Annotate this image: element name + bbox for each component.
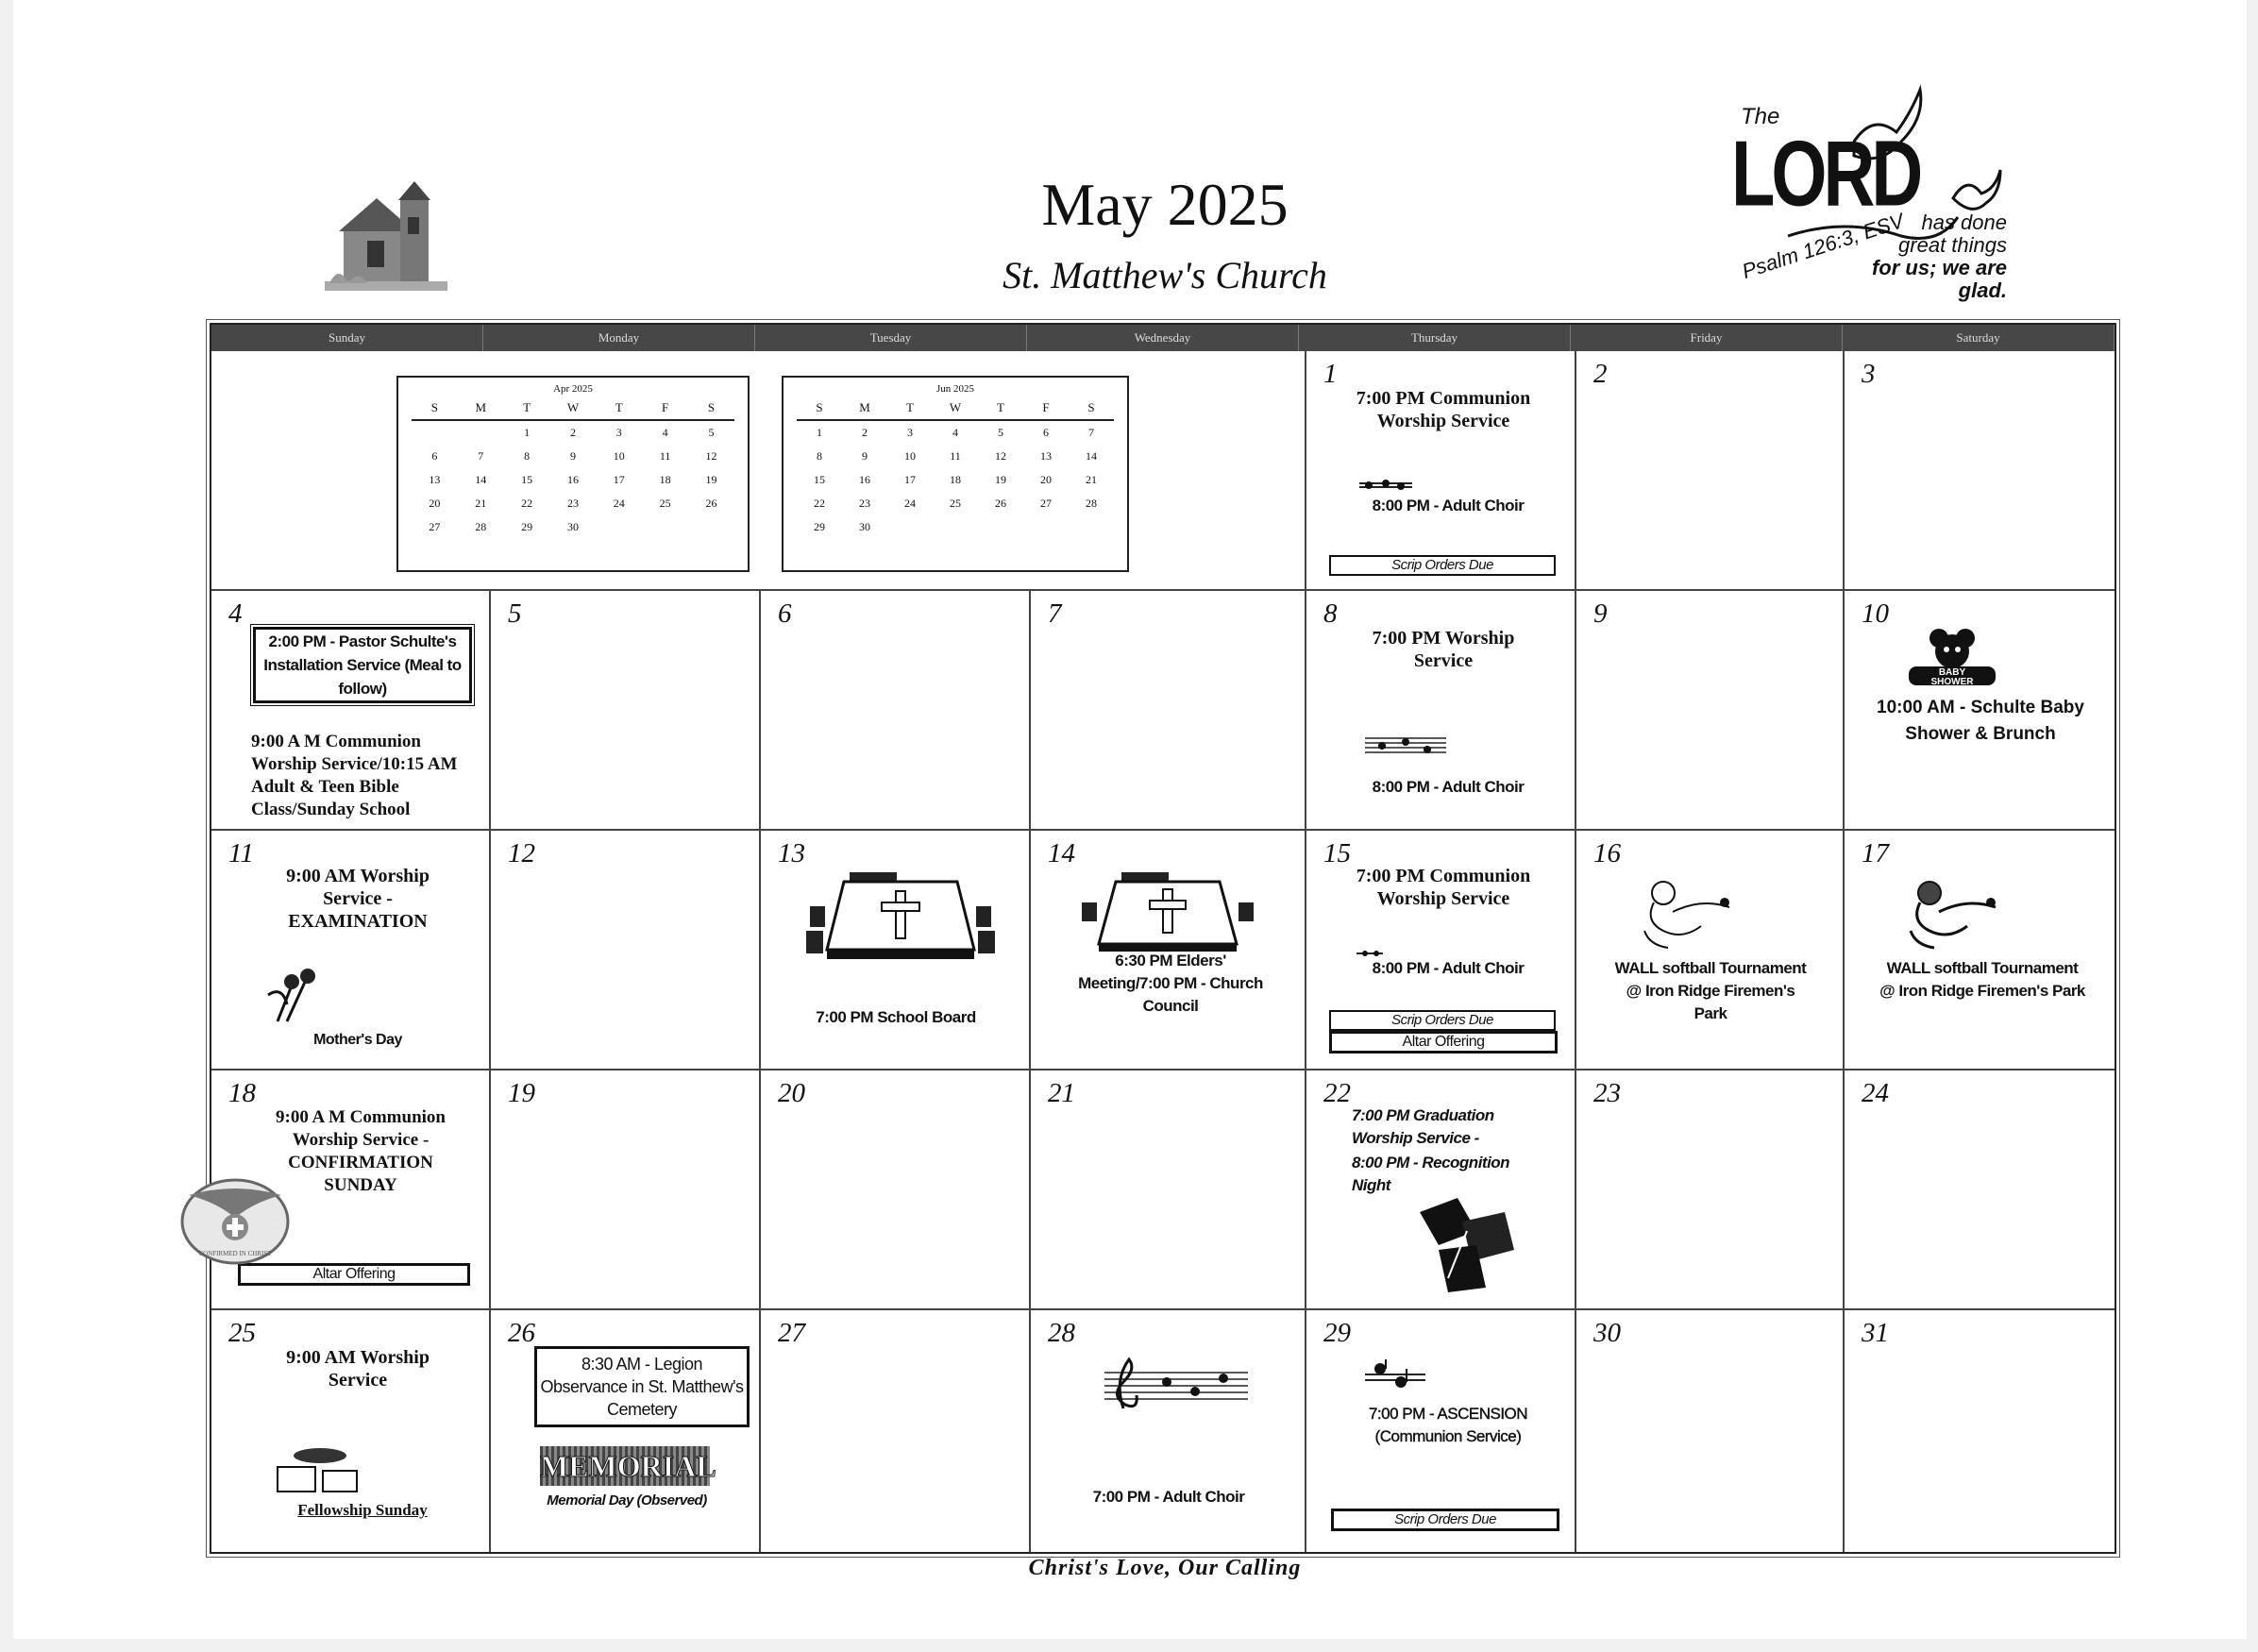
baby-shower-badge: BABY SHOWER <box>1930 667 1974 687</box>
mini-day: 1 <box>817 426 822 439</box>
mini-june-table <box>797 400 1114 539</box>
mini-day: 18 <box>950 473 961 486</box>
music-notes-icon <box>1357 474 1414 493</box>
event-graduation: 7:00 PM Graduation Worship Service - <box>1352 1106 1494 1147</box>
event-fellowship-sunday: Fellowship Sunday <box>297 1501 428 1519</box>
mini-day: 6 <box>1043 426 1049 439</box>
day-cell-22[interactable] <box>1306 1070 1576 1310</box>
day-cell-2[interactable] <box>1576 351 1845 591</box>
scrip-orders-box: Scrip Orders Due <box>1329 555 1556 576</box>
mini-day: 10 <box>904 449 916 463</box>
event-memorial-day: Memorial Day (Observed) <box>547 1492 707 1509</box>
day-cell-1[interactable] <box>1306 351 1576 591</box>
mini-day: 16 <box>859 473 870 486</box>
softball-player-icon <box>1626 874 1739 950</box>
event-school-board: 7:00 PM School Board <box>816 1008 976 1026</box>
mini-day: 23 <box>859 497 870 510</box>
day-cell-10[interactable] <box>1845 591 2115 831</box>
mini-april-title: Apr 2025 <box>553 383 593 395</box>
day-cell-9[interactable] <box>1576 591 1845 831</box>
legion-observance-box: 8:30 AM - Legion Observance in St. Matthew's Cemetery <box>534 1346 750 1427</box>
day-number: 15 <box>1323 838 1351 868</box>
day-number: 9 <box>1593 598 1608 629</box>
event-worship: 9:00 AM Worship Service <box>286 1347 430 1391</box>
mini-day: 21 <box>475 497 487 510</box>
day-cell-29[interactable] <box>1306 1310 1576 1552</box>
calendar-page <box>13 0 2247 1639</box>
day-cell-25[interactable] <box>211 1310 491 1552</box>
logo-the: The <box>1741 104 1780 129</box>
mini-day: 28 <box>1086 497 1097 510</box>
mini-day: 23 <box>566 497 579 510</box>
mini-week-row <box>797 468 1114 492</box>
mini-day: 14 <box>1086 449 1097 463</box>
mini-day: 26 <box>705 497 717 510</box>
event-wall-softball: WALL softball Tournament @ Iron Ridge Firemen's Park <box>1614 959 1807 1022</box>
mini-week-row <box>797 515 1114 539</box>
mini-weekday-head: M <box>458 400 504 420</box>
weekday-saturday: Saturday <box>1843 325 2115 351</box>
mini-day: 17 <box>904 473 916 486</box>
mini-day: 25 <box>659 497 671 510</box>
day-cell-19[interactable] <box>491 1070 761 1310</box>
day-number: 14 <box>1048 838 1075 868</box>
day-number: 13 <box>778 838 805 868</box>
mini-day: 3 <box>615 426 622 439</box>
church-illustration <box>325 179 447 293</box>
mini-day: 27 <box>1040 497 1052 510</box>
mini-weekday-head: S <box>1069 400 1114 420</box>
day-cell-7[interactable] <box>1031 591 1306 831</box>
day-number: 29 <box>1323 1318 1351 1348</box>
mini-week-row <box>797 420 1114 445</box>
day-number: 16 <box>1593 838 1621 868</box>
weekday-tuesday: Tuesday <box>755 325 1027 351</box>
mini-day: 9 <box>569 449 576 463</box>
mini-day: 20 <box>1040 473 1052 486</box>
mini-day: 2 <box>862 426 868 439</box>
day-number: 1 <box>1323 359 1338 389</box>
prev-next-month-cell <box>211 351 1306 591</box>
page-title: May 2025 <box>1041 171 1289 238</box>
mini-day: 11 <box>659 449 671 463</box>
mini-weekday-head: S <box>412 400 458 420</box>
day-cell-24[interactable] <box>1845 1070 2115 1310</box>
flower-icon <box>259 967 325 1023</box>
mini-day: 24 <box>613 497 625 510</box>
day-number: 26 <box>508 1318 535 1348</box>
weekday-thursday: Thursday <box>1299 325 1571 351</box>
footer-tagline: Christ's Love, Our Calling <box>1028 1556 1302 1580</box>
scrip-orders-box: Scrip Orders Due <box>1329 1010 1556 1031</box>
logo-line-1: has done <box>1921 211 2007 234</box>
event-communion: 7:00 PM Communion Worship Service <box>1356 388 1531 431</box>
day-number: 19 <box>508 1078 535 1108</box>
day-cell-13[interactable] <box>761 831 1031 1070</box>
mini-day <box>458 420 504 445</box>
mini-weekday-head: F <box>1023 400 1069 420</box>
music-staff-icon <box>1101 1354 1252 1414</box>
mini-day: 30 <box>566 520 579 533</box>
mini-day: 10 <box>613 449 625 463</box>
day-cell-3[interactable] <box>1845 351 2115 591</box>
event-baby-shower: 10:00 AM - Schulte Baby Shower & Brunch <box>1877 698 2084 744</box>
mini-weekday-head: S <box>688 400 734 420</box>
day-number: 12 <box>508 838 535 868</box>
event-confirmation: 9:00 A M Communion Worship Service - CONFIRMATION SUNDAY <box>276 1107 446 1195</box>
mini-day: 16 <box>566 473 579 486</box>
day-number: 8 <box>1323 598 1338 629</box>
mini-day: 13 <box>1040 449 1052 463</box>
mini-week-row <box>797 492 1114 515</box>
altar-offering-box: Altar Offering <box>1329 1031 1558 1054</box>
mini-day: 7 <box>1088 426 1094 439</box>
day-cell-31[interactable] <box>1845 1310 2115 1552</box>
softball-player-icon <box>1892 874 2005 950</box>
mini-day <box>1023 515 1069 539</box>
day-number: 6 <box>778 598 792 629</box>
day-number: 21 <box>1048 1078 1075 1108</box>
mini-week-row <box>412 515 734 539</box>
day-cell-20[interactable] <box>761 1070 1031 1310</box>
day-number: 3 <box>1862 359 1876 389</box>
music-staff-icon <box>1363 733 1448 759</box>
day-number: 23 <box>1593 1078 1621 1108</box>
mini-weekday-head: W <box>550 400 597 420</box>
day-number: 11 <box>228 838 254 868</box>
day-cell-15[interactable] <box>1306 831 1576 1070</box>
mini-calendar-april <box>396 376 750 572</box>
logo-line-3: for us; we are glad. <box>1871 256 2007 302</box>
day-cell-12[interactable] <box>491 831 761 1070</box>
memorial-banner: MEMORIAL <box>540 1446 710 1486</box>
mini-weekday-head: T <box>887 400 933 420</box>
mini-day: 1 <box>524 426 531 439</box>
altar-offering-box: Altar Offering <box>238 1263 470 1286</box>
logo-psalm: Psalm 126:3, ESV <box>1739 209 1907 283</box>
mini-day: 13 <box>429 473 441 486</box>
mini-weekday-head: T <box>504 400 550 420</box>
day-number: 20 <box>778 1078 805 1108</box>
weekday-sunday: Sunday <box>211 325 483 351</box>
mini-day: 6 <box>431 449 438 463</box>
mini-week-row <box>412 492 734 515</box>
day-cell-6[interactable] <box>761 591 1031 831</box>
mini-weekday-head: F <box>642 400 688 420</box>
day-number: 22 <box>1323 1078 1351 1108</box>
mini-week-row <box>797 445 1114 468</box>
day-cell-8[interactable] <box>1306 591 1576 831</box>
mini-april-table <box>412 400 734 539</box>
event-recognition-night: 8:00 PM - Recognition Night <box>1352 1154 1510 1194</box>
event-worship: 7:00 PM Worship Service <box>1372 628 1515 671</box>
event-communion: 7:00 PM Communion Worship Service <box>1356 866 1531 909</box>
event-ascension: 7:00 PM - ASCENSION (Communion Service) <box>1368 1405 1528 1445</box>
mini-day: 5 <box>708 426 715 439</box>
mini-day: 19 <box>995 473 1006 486</box>
mini-day: 19 <box>705 473 717 486</box>
mini-day: 26 <box>995 497 1006 510</box>
mini-day: 15 <box>814 473 825 486</box>
event-adult-choir: 8:00 PM - Adult Choir <box>1372 778 1525 796</box>
mini-day: 25 <box>950 497 961 510</box>
day-cell-4[interactable] <box>211 591 491 831</box>
weekday-wednesday: Wednesday <box>1027 325 1299 351</box>
event-communion-bible-class: 9:00 A M Communion Worship Service/10:15 AM Adult & Teen Bible Class/Sunday School <box>251 732 458 819</box>
logo-line-2: great things <box>1898 233 2007 257</box>
event-adult-choir: 8:00 PM - Adult Choir <box>1372 497 1525 514</box>
logo-lord: LORD <box>1731 122 1920 227</box>
logo-text <box>1846 211 2007 302</box>
calendar-grid <box>210 323 2116 1554</box>
weekday-friday: Friday <box>1571 325 1843 351</box>
day-cell-21[interactable] <box>1031 1070 1306 1310</box>
day-number: 24 <box>1862 1078 1889 1108</box>
weekday-header <box>211 325 2115 351</box>
mini-day: 28 <box>475 520 487 533</box>
day-cell-26[interactable] <box>491 1310 761 1552</box>
day-number: 30 <box>1593 1318 1621 1348</box>
mini-day: 24 <box>904 497 916 510</box>
mini-calendar-june <box>782 376 1129 572</box>
mini-day <box>1069 515 1114 539</box>
day-number: 25 <box>228 1318 256 1348</box>
mini-weekday-head: T <box>978 400 1023 420</box>
lord-logo <box>1712 76 2024 302</box>
music-notes-icon <box>1363 1357 1429 1395</box>
mini-day <box>596 515 642 539</box>
day-cell-23[interactable] <box>1576 1070 1845 1310</box>
day-number: 28 <box>1048 1318 1075 1348</box>
mini-weekday-head: W <box>933 400 978 420</box>
mini-day: 5 <box>998 426 1003 439</box>
event-worship-examination: 9:00 AM Worship Service - EXAMINATION <box>286 866 430 932</box>
mini-day <box>642 515 688 539</box>
mini-day: 17 <box>613 473 625 486</box>
event-mothers-day: Mother's Day <box>313 1032 402 1048</box>
day-number: 4 <box>228 598 243 629</box>
day-number: 27 <box>778 1318 805 1348</box>
meeting-table-icon <box>1078 868 1257 953</box>
mini-day: 14 <box>475 473 487 486</box>
day-number: 5 <box>508 598 522 629</box>
mini-day: 11 <box>950 449 961 463</box>
event-adult-choir: 7:00 PM - Adult Choir <box>1092 1488 1245 1506</box>
mini-day <box>887 515 933 539</box>
mini-day: 29 <box>521 520 533 533</box>
mini-day: 4 <box>952 426 958 439</box>
coffee-cups-icon <box>268 1442 372 1499</box>
mini-week-row <box>412 468 734 492</box>
mini-day: 21 <box>1086 473 1097 486</box>
mini-day: 12 <box>995 449 1006 463</box>
day-cell-28[interactable] <box>1031 1310 1306 1552</box>
event-adult-choir: 8:00 PM - Adult Choir <box>1372 959 1525 977</box>
day-number: 2 <box>1593 359 1608 389</box>
day-number: 10 <box>1862 598 1889 629</box>
event-wall-softball: WALL softball Tournament @ Iron Ridge Firemen's Park <box>1879 959 2085 1000</box>
weekday-monday: Monday <box>483 325 755 351</box>
meeting-table-icon <box>806 868 995 963</box>
mini-day: 20 <box>429 497 441 510</box>
mini-day: 9 <box>862 449 868 463</box>
mini-day: 27 <box>429 520 441 533</box>
mini-day: 2 <box>569 426 576 439</box>
mini-june-title: Jun 2025 <box>935 383 975 395</box>
day-cell-14[interactable] <box>1031 831 1306 1070</box>
day-cell-5[interactable] <box>491 591 761 831</box>
day-cell-17[interactable] <box>1845 831 2115 1070</box>
mini-day <box>412 420 458 445</box>
day-cell-27[interactable] <box>761 1310 1031 1552</box>
mini-weekday-head: T <box>596 400 642 420</box>
confirmation-seal <box>179 1176 291 1267</box>
day-cell-30[interactable] <box>1576 1310 1845 1552</box>
mini-day <box>933 515 978 539</box>
day-number: 18 <box>228 1078 256 1108</box>
mini-day: 18 <box>659 473 671 486</box>
day-number: 17 <box>1862 838 1889 868</box>
mini-day: 8 <box>817 449 822 463</box>
seal-text: CONFIRMED IN CHRIST <box>198 1250 272 1257</box>
installation-service-box: 2:00 PM - Pastor Schulte's Installation Service (Meal to follow) <box>253 627 472 703</box>
day-cell-11[interactable] <box>211 831 491 1070</box>
mini-day: 29 <box>814 520 825 533</box>
mini-day: 12 <box>705 449 717 463</box>
mini-day: 22 <box>521 497 533 510</box>
mini-weekday-head: S <box>797 400 842 420</box>
mini-weekday-head: M <box>842 400 887 420</box>
mini-day <box>978 515 1023 539</box>
mini-day: 3 <box>907 426 913 439</box>
scrip-orders-box: Scrip Orders Due <box>1331 1509 1559 1531</box>
day-number: 7 <box>1048 598 1062 629</box>
mini-day: 7 <box>478 449 484 463</box>
mini-day: 15 <box>521 473 533 486</box>
event-elders-council: 6:30 PM Elders' Meeting/7:00 PM - Church Council <box>1078 952 1263 1015</box>
mini-week-row <box>412 420 734 445</box>
mini-day: 8 <box>524 449 531 463</box>
graduation-caps-icon <box>1410 1193 1524 1297</box>
mini-day <box>688 515 734 539</box>
page-subtitle: St. Matthew's Church <box>1003 254 1327 296</box>
mini-week-row <box>412 445 734 468</box>
mini-day: 4 <box>662 426 668 439</box>
mini-day: 22 <box>814 497 825 510</box>
day-number: 31 <box>1862 1318 1889 1348</box>
mini-day: 30 <box>859 520 870 533</box>
day-cell-16[interactable] <box>1576 831 1845 1070</box>
